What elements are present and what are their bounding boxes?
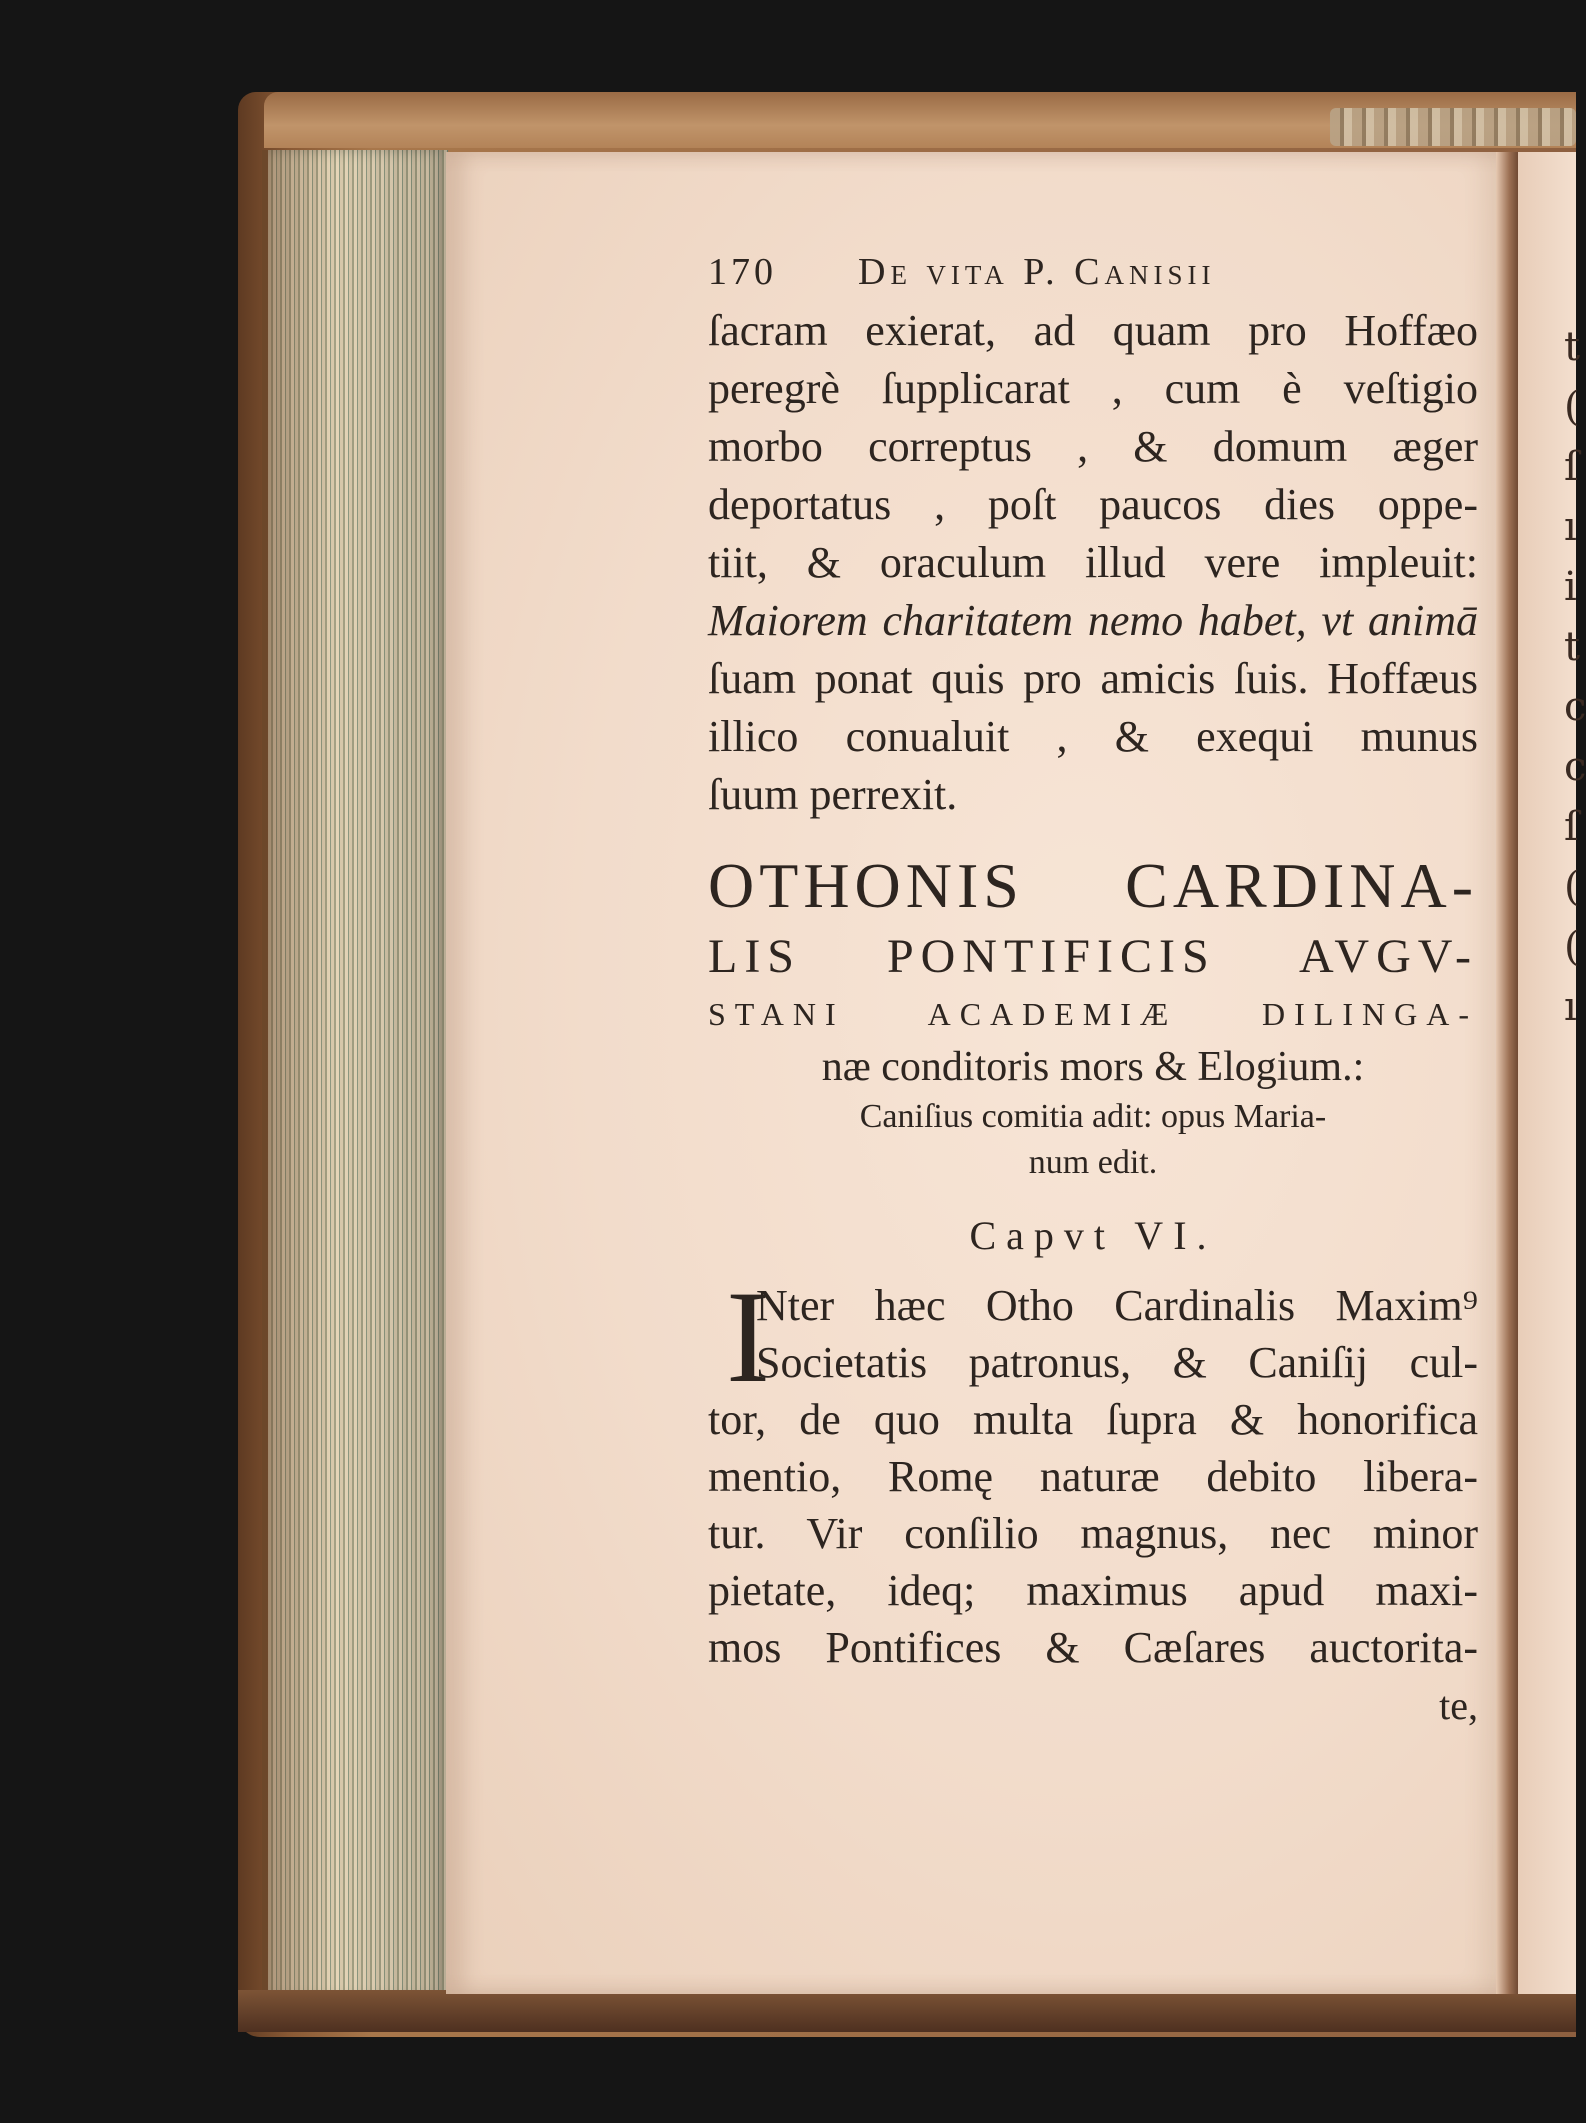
text-line: Nter hæc Otho Cardinalis Maxim⁹: [756, 1281, 1478, 1330]
section-heading-line-1: OTHONIS CARDINA-: [708, 850, 1478, 921]
section-heading-line-2: LIS PONTIFICIS AVGV-: [708, 930, 1478, 983]
catchword: te,: [1439, 1683, 1478, 1728]
text-line: deportatus , poſt paucos dies oppe-: [708, 480, 1478, 529]
page-number: 170: [708, 251, 777, 293]
text-line: peregrè ſupplicarat , cum è veſtigio: [708, 364, 1478, 413]
text-line: tor, de quo multa ſupra & honorifica: [708, 1395, 1478, 1444]
text-line-italic: Maiorem charitatem nemo habet, vt animā: [708, 596, 1478, 645]
section-summary-line-1: Caniſius comitia adit: opus Maria-: [859, 1098, 1327, 1135]
facing-page-letter: t: [1564, 624, 1581, 670]
body-text: [708, 302, 1478, 824]
facing-page: [1518, 152, 1586, 1994]
chapter-paragraph: [708, 1263, 1478, 1729]
facing-page-letter: (: [1564, 864, 1580, 910]
page-header: [708, 244, 1478, 300]
section-heading-line-4: næ conditoris mors & Elogium.:: [821, 1044, 1365, 1090]
text-line: tiit, & oraculum illud vere impleuit:: [708, 538, 1478, 587]
facing-page-letter: ı: [1564, 504, 1577, 550]
cover-bottom-edge: [238, 1990, 1576, 2032]
facing-page-letter: i: [1564, 564, 1577, 610]
chapter-title: Capvt VI.: [969, 1213, 1217, 1258]
facing-page-letter: ſ: [1564, 804, 1579, 850]
text-line: morbo correptus , & domum æger: [708, 422, 1478, 471]
text-line: ſacram exierat, ad quam pro Hoffæo: [708, 306, 1478, 355]
section-heading-line-3: STANI ACADEMIÆ DILINGA-: [708, 996, 1478, 1032]
facing-page-letter: t: [1564, 324, 1581, 370]
page-text-block: [708, 244, 1478, 1729]
text-line: ſuum perrexit.: [708, 770, 958, 819]
text-line: mentio, Romę naturæ debito libera-: [708, 1452, 1478, 1501]
text-line: mos Pontifices & Cæſares auctorita-: [708, 1623, 1478, 1672]
running-head: De vita P. Canisii: [858, 251, 1216, 293]
text-line: pietate, ideq; maximus apud maxi-: [708, 1566, 1478, 1615]
book-gutter: [1496, 152, 1518, 1994]
text-line: Societatis patronus, & Caniſij cul-: [756, 1338, 1478, 1387]
facing-page-letter: (: [1564, 384, 1580, 430]
facing-page-letter: ſ: [1564, 444, 1579, 490]
text-line: tur. Vir conſilio magnus, nec minor: [708, 1509, 1478, 1558]
drop-cap: I: [726, 1263, 770, 1410]
section-summary-line-2: num edit.: [1028, 1144, 1158, 1181]
headband: [1330, 108, 1576, 146]
facing-page-letter: (: [1564, 924, 1580, 970]
facing-page-letter: c: [1564, 684, 1586, 730]
page-stack-shadow: [262, 150, 442, 2000]
facing-page-letter: ı: [1564, 984, 1577, 1030]
facing-page-letter: c: [1564, 744, 1586, 790]
text-line: illico conualuit , & exequi munus: [708, 712, 1478, 761]
text-line: ſuam ponat quis pro amicis ſuis. Hoffæus: [708, 654, 1478, 703]
